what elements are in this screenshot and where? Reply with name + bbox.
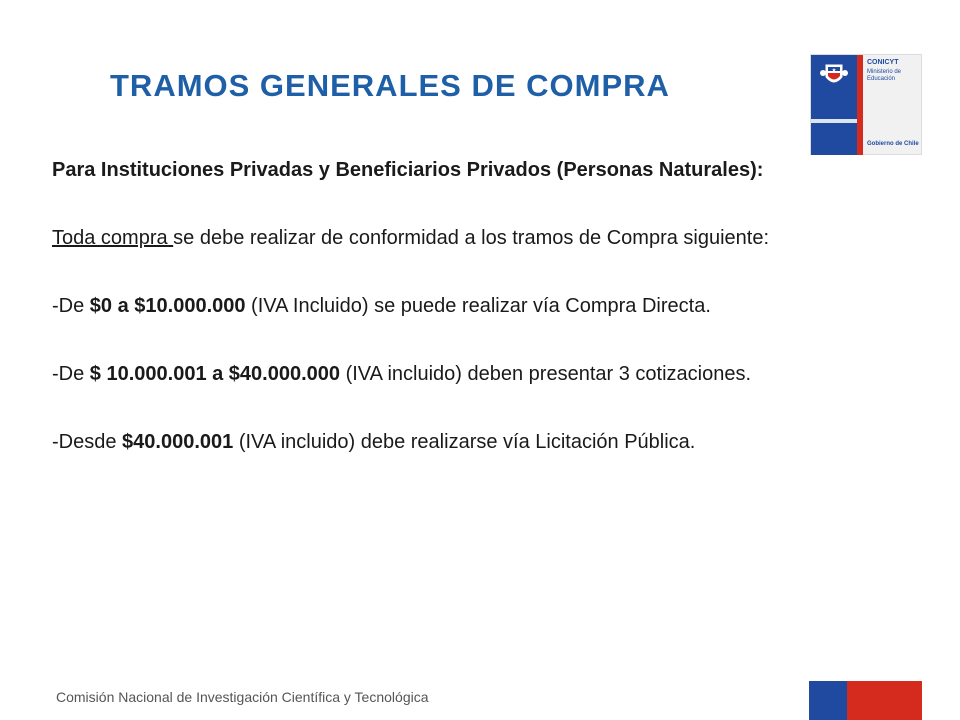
intro-underlined: Toda compra xyxy=(52,227,174,249)
corner-flag-bar xyxy=(809,681,922,720)
tier-2 xyxy=(52,359,894,389)
logo-org: CONICYT xyxy=(867,59,899,66)
footer-text: Comisión Nacional de Investigación Científica y Tecnológica xyxy=(56,689,429,705)
tier-1-range: $0 a $10.000.000 xyxy=(89,295,246,317)
corner-blue xyxy=(809,681,847,720)
slide-title: TRAMOS GENERALES DE COMPRA xyxy=(110,68,670,103)
tier-2-range: $ 10.000.001 a $40.000.000 xyxy=(89,363,341,385)
intro-paragraph xyxy=(52,223,894,253)
tier-3-range: $40.000.001 xyxy=(122,431,234,453)
slide-body xyxy=(52,155,894,495)
intro-rest: se debe realizar de conformidad a los tramos de Compra siguiente: xyxy=(173,227,770,249)
logo-ministry: Ministerio de Educación xyxy=(867,69,902,82)
tier-1 xyxy=(52,291,894,321)
chile-coat-of-arms-icon xyxy=(819,61,849,89)
tier-3-rest: (IVA incluido) debe realizarse vía Licitación Pública. xyxy=(233,431,696,453)
logo-red-band xyxy=(857,55,863,155)
logo-gov: Gobierno de Chile xyxy=(867,141,919,147)
tier-1-prefix: -De xyxy=(52,295,90,317)
logo-white-stripe xyxy=(811,119,857,123)
tier-2-rest: (IVA incluido) deben presentar 3 cotizaciones. xyxy=(340,363,752,385)
tier-3 xyxy=(52,427,894,457)
tier-3-prefix: -Desde xyxy=(52,431,123,453)
tier-1-rest: (IVA Incluido) se puede realizar vía Compra Directa. xyxy=(245,295,711,317)
tier-2-prefix: -De xyxy=(52,363,90,385)
conicyt-logo xyxy=(810,54,922,155)
corner-red xyxy=(847,681,922,720)
heading: Para Instituciones Privadas y Beneficiarios Privados (Personas Naturales): xyxy=(52,159,764,181)
